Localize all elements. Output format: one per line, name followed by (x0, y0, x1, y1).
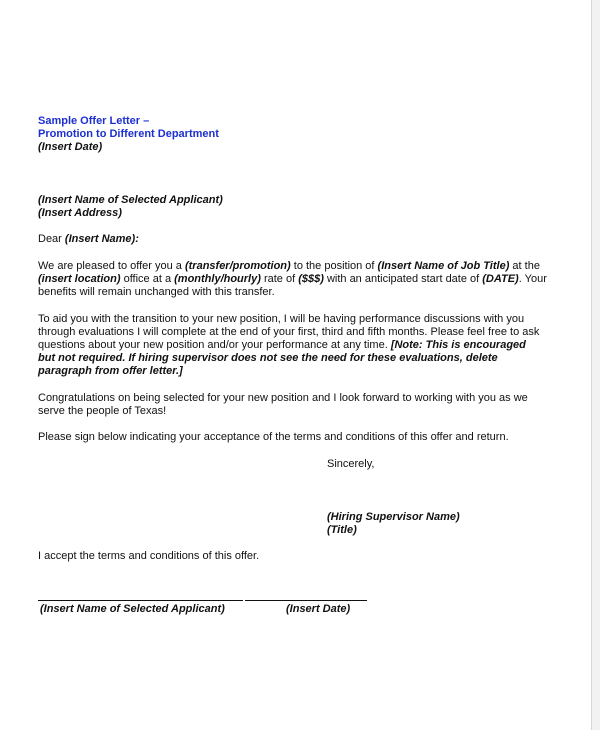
acceptance-statement: I accept the terms and conditions of this offer. (38, 550, 260, 562)
applicant-signature-label: (Insert Name of Selected Applicant) (40, 603, 225, 615)
supervisor-title-placeholder: (Title) (327, 524, 357, 536)
recipient-address: (Insert Address) (38, 207, 122, 219)
closing-sincerely: Sincerely, (327, 458, 375, 470)
text-run: office at a (120, 273, 175, 285)
paragraph-2-line-1: To aid you with the transition to your new position, I will be having performance discussions with you (38, 313, 525, 325)
job-title-placeholder: (Insert Name of Job Title) (377, 260, 510, 272)
date-line (245, 600, 367, 601)
signature-line (38, 600, 243, 601)
paragraph-2-line-5: paragraph from offer letter.] (38, 365, 183, 377)
paragraph-2-line-3 (38, 339, 526, 352)
recipient-name: (Insert Name of Selected Applicant) (38, 194, 223, 206)
text-run: with an anticipated start date of (323, 273, 483, 285)
paragraph-2-line-4: but not required. If hiring supervisor does not see the need for these evaluations, delete (38, 352, 498, 364)
paragraph-3-line-2: serve the people of Texas! (38, 405, 167, 417)
note-text: [Note: This is encouraged (390, 339, 526, 351)
text-run: . Your (518, 273, 547, 285)
salutation-prefix: Dear (38, 233, 65, 245)
text-run: questions about your new position and/or your performance at any time. (38, 339, 391, 351)
insert-date-placeholder: (Insert Date) (38, 141, 103, 153)
text-run: We are pleased to offer you a (38, 260, 185, 272)
paragraph-3-line-1: Congratulations on being selected for your new position and I look forward to working with you as we (38, 392, 528, 404)
supervisor-name-placeholder: (Hiring Supervisor Name) (327, 511, 460, 523)
salutation-name: (Insert Name): (64, 233, 139, 245)
text-run: rate of (260, 273, 299, 285)
rate-placeholder: ($$$) (298, 273, 324, 285)
paragraph-2-line-2: through evaluations I will complete at the end of your first, third and fifth months. Please feel free to ask (38, 326, 540, 338)
text-run: at the (509, 260, 540, 272)
paragraph-4-line-1: Please sign below indicating your acceptance of the terms and conditions of this offer and return. (38, 431, 509, 443)
text-run: to the position of (290, 260, 378, 272)
rate-type-placeholder: (monthly/hourly) (174, 273, 261, 285)
signature-date-label: (Insert Date) (286, 603, 351, 615)
paragraph-1-line-3: benefits will remain unchanged with this transfer. (38, 286, 275, 298)
paragraph-1-line-2 (38, 273, 547, 286)
salutation (38, 233, 139, 246)
letter-title-line-2: Promotion to Different Department (38, 128, 219, 140)
start-date-placeholder: (DATE) (482, 273, 519, 285)
transfer-promotion-placeholder: (transfer/promotion) (184, 260, 291, 272)
paragraph-1-line-1 (38, 260, 540, 273)
letter-title-line-1: Sample Offer Letter – (38, 115, 150, 127)
location-placeholder: (insert location) (38, 273, 121, 285)
